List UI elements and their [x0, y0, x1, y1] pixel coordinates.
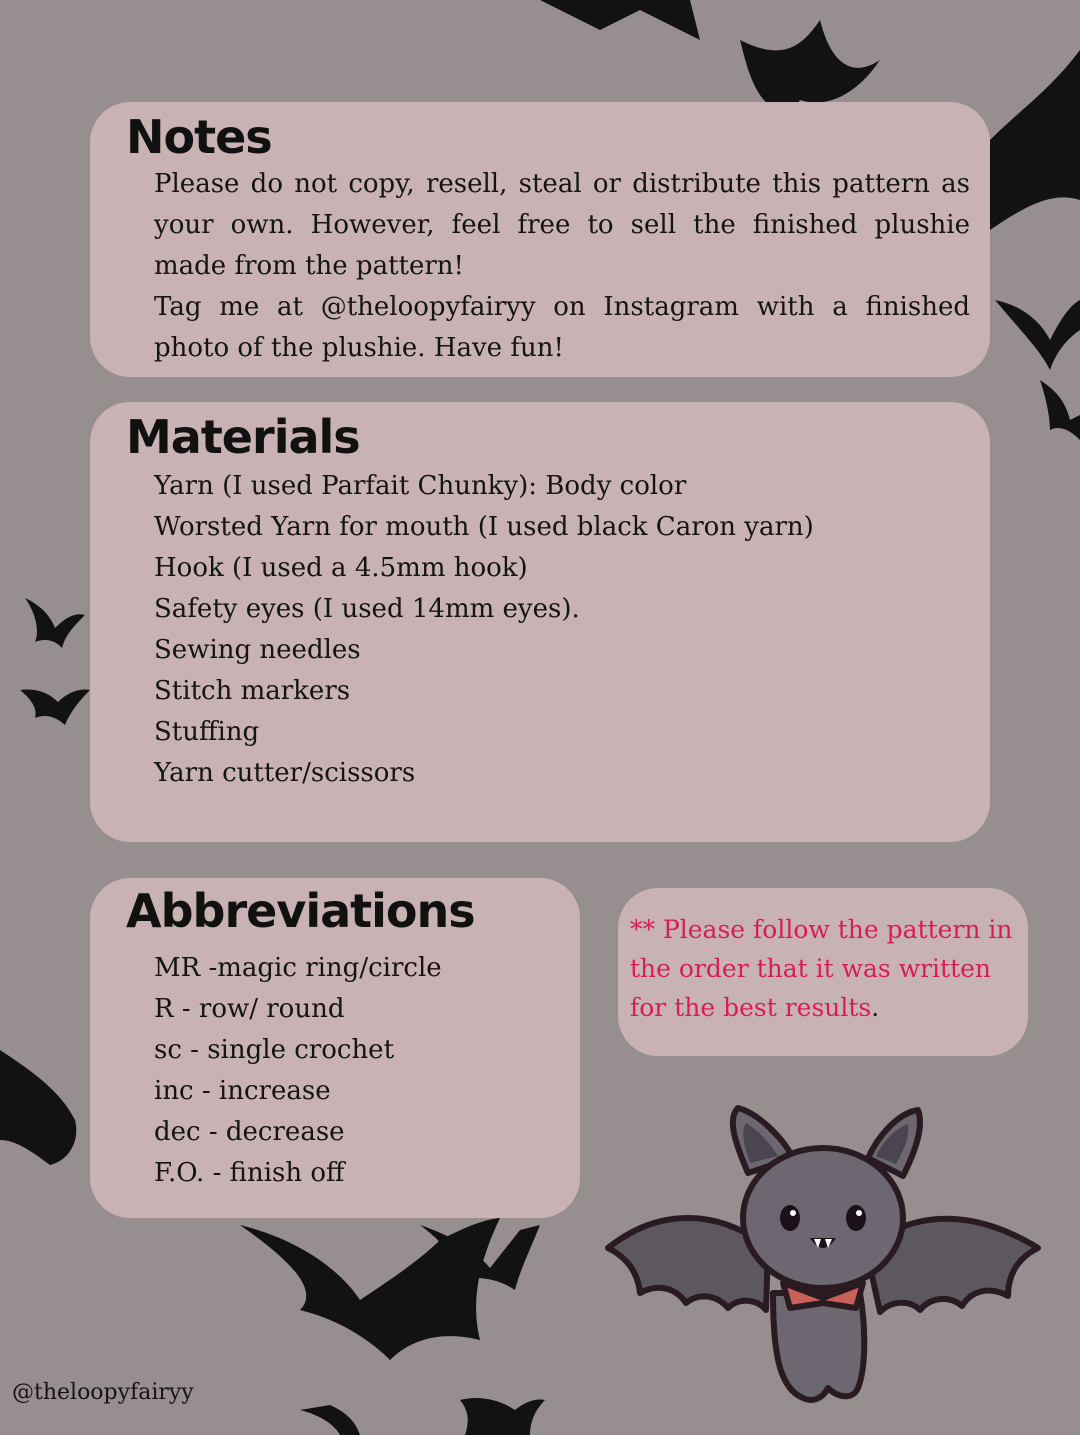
bat-silhouette-icon [990, 50, 1080, 230]
list-item: F.O. - finish off [154, 1158, 345, 1188]
abbreviations-card [90, 878, 580, 1218]
callout-text [630, 910, 1014, 1027]
list-item: Stitch markers [154, 676, 351, 706]
callout-period: . [871, 993, 880, 1022]
bat-silhouette-icon [25, 598, 85, 648]
list-item: Stuffing [154, 717, 260, 747]
callout-message: ** Please follow the pattern in the order that it was written for the best results [630, 915, 1013, 1022]
list-item: Worsted Yarn for mouth (I used black Caron yarn) [154, 512, 814, 542]
list-item: R - row/ round [154, 994, 345, 1024]
bat-silhouette-icon [300, 1405, 360, 1435]
bat-silhouette-icon [0, 1050, 76, 1165]
callout-card [618, 888, 1028, 1056]
notes-title: Notes [126, 110, 272, 164]
list-item: Hook (I used a 4.5mm hook) [154, 553, 528, 583]
list-item: Sewing needles [154, 635, 361, 665]
abbreviations-list [154, 948, 560, 1194]
bat-silhouette-icon [460, 1398, 545, 1435]
bat-silhouette-icon [20, 690, 90, 726]
materials-list [154, 466, 970, 794]
bat-mascot-icon [598, 1098, 1048, 1418]
notes-paragraph: Tag me at @theloopyfairyy on Instagram with a finished photo of the plushie. Have fun! [154, 292, 970, 363]
list-item: inc - increase [154, 1076, 331, 1106]
notes-paragraph: Please do not copy, resell, steal or distribute this pattern as your own. However, feel free to sell the finished plushie made from the pattern! [154, 169, 970, 281]
list-item: Yarn (I used Parfait Chunky): Body color [154, 471, 687, 501]
list-item: sc - single crochet [154, 1035, 395, 1065]
abbreviations-title: Abbreviations [126, 884, 475, 938]
list-item: MR -magic ring/circle [154, 953, 442, 983]
notes-card [90, 102, 990, 377]
bat-silhouette-icon [740, 20, 880, 111]
bat-silhouette-icon [540, 0, 700, 40]
list-item: Safety eyes (I used 14mm eyes). [154, 594, 580, 624]
instagram-handle: @theloopyfairyy [12, 1380, 194, 1405]
materials-card [90, 402, 990, 842]
bat-silhouette-icon [995, 300, 1080, 370]
notes-body [154, 164, 970, 369]
materials-title: Materials [126, 410, 360, 464]
bat-silhouette-icon [1040, 380, 1080, 440]
bat-silhouette-icon [240, 1218, 500, 1360]
list-item: dec - decrease [154, 1117, 345, 1147]
list-item: Yarn cutter/scissors [154, 758, 416, 788]
